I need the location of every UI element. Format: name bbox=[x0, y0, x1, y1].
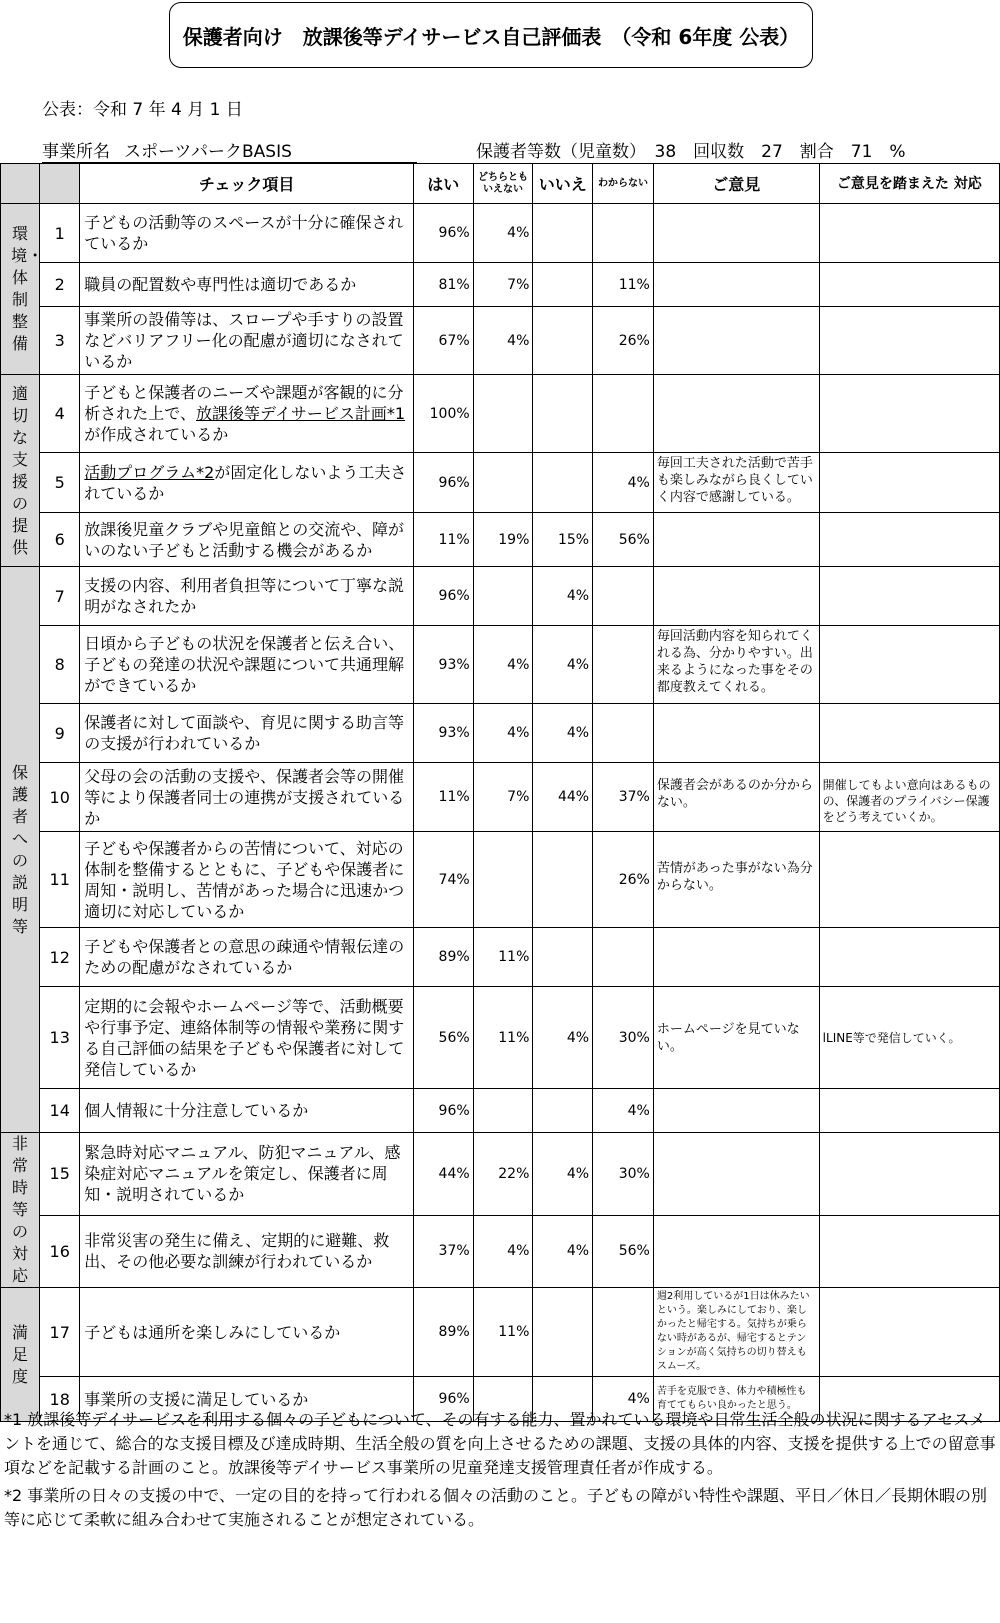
opinion-cell: ホームページを見ていない。 bbox=[653, 987, 819, 1089]
header-no: いいえ bbox=[533, 164, 593, 204]
yes-pct: 89% bbox=[413, 1288, 473, 1377]
yes-pct: 81% bbox=[413, 263, 473, 307]
header-yes: はい bbox=[413, 164, 473, 204]
yes-pct: 96% bbox=[413, 453, 473, 513]
yes-pct: 74% bbox=[413, 832, 473, 928]
response-cell bbox=[819, 204, 999, 263]
neither-pct bbox=[473, 375, 533, 453]
row-number: 3 bbox=[40, 307, 80, 375]
row-number: 17 bbox=[40, 1288, 80, 1377]
no-pct bbox=[533, 832, 593, 928]
header-opinion: ご意見 bbox=[653, 164, 819, 204]
yes-pct: 37% bbox=[413, 1215, 473, 1287]
check-item: 子どもは通所を楽しみにしているか bbox=[80, 1288, 414, 1377]
check-item: 非常災害の発生に備え、定期的に避難、救出、その他必要な訓練が行われているか bbox=[80, 1215, 414, 1287]
check-item: 放課後児童クラブや児童館との交流や、障がいのない子どもと活動する機会があるか bbox=[80, 513, 414, 567]
no-pct bbox=[533, 1288, 593, 1377]
neither-pct: 11% bbox=[473, 928, 533, 987]
opinion-cell bbox=[653, 1089, 819, 1133]
yes-pct: 11% bbox=[413, 513, 473, 567]
yes-pct: 56% bbox=[413, 987, 473, 1089]
no-pct: 4% bbox=[533, 704, 593, 763]
unknown-pct: 30% bbox=[593, 987, 654, 1089]
no-pct bbox=[533, 928, 593, 987]
no-pct bbox=[533, 1089, 593, 1133]
no-pct: 4% bbox=[533, 567, 593, 626]
page-title: 保護者向け 放課後等デイサービス自己評価表 （令和 6年度 公表） bbox=[169, 2, 813, 68]
check-item: 事業所の設備等は、スロープや手すりの設置などバリアフリー化の配慮が適切になされているか bbox=[80, 307, 414, 375]
response-cell bbox=[819, 1215, 999, 1287]
facility-name bbox=[42, 137, 417, 163]
neither-pct: 4% bbox=[473, 1215, 533, 1287]
unknown-pct bbox=[593, 375, 654, 453]
response-cell: lLINE等で発信していく。 bbox=[819, 987, 999, 1089]
response-cell bbox=[819, 513, 999, 567]
unknown-pct: 26% bbox=[593, 832, 654, 928]
header-neither: どちらとも いえない bbox=[473, 164, 533, 204]
row-number: 12 bbox=[40, 928, 80, 987]
unknown-pct bbox=[593, 1288, 654, 1377]
unknown-pct: 37% bbox=[593, 763, 654, 832]
opinion-cell bbox=[653, 704, 819, 763]
table-row bbox=[1, 987, 1000, 1089]
row-number: 7 bbox=[40, 567, 80, 626]
yes-pct: 44% bbox=[413, 1133, 473, 1216]
no-pct: 4% bbox=[533, 626, 593, 704]
unknown-pct: 56% bbox=[593, 513, 654, 567]
unknown-pct: 4% bbox=[593, 1377, 654, 1422]
opinion-cell bbox=[653, 928, 819, 987]
header-check-item: チェック項目 bbox=[80, 164, 414, 204]
unknown-pct bbox=[593, 567, 654, 626]
row-number: 1 bbox=[40, 204, 80, 263]
header-unknown: わからない bbox=[593, 164, 654, 204]
header-number bbox=[40, 164, 80, 204]
opinion-cell bbox=[653, 1133, 819, 1216]
table-row bbox=[1, 567, 1000, 626]
row-number: 10 bbox=[40, 763, 80, 832]
check-item: 子どもと保護者のニーズや課題が客観的に分析された上で、放課後等デイサービス計画*1が作成されているか bbox=[80, 375, 414, 453]
no-pct bbox=[533, 307, 593, 375]
table-row bbox=[1, 375, 1000, 453]
category-emergency: 非常時等の対応 bbox=[1, 1133, 40, 1288]
response-cell bbox=[819, 626, 999, 704]
no-pct bbox=[533, 263, 593, 307]
response-stats: 保護者等数（児童数） 38 回収数 27 割合 71 % bbox=[476, 142, 906, 162]
opinion-cell: 毎回活動内容を知られてくれる為、分かりやすい。出来るようになった事をその都度教えてくれる。 bbox=[653, 626, 819, 704]
row-number: 5 bbox=[40, 453, 80, 513]
yes-pct: 67% bbox=[413, 307, 473, 375]
check-item: 緊急時対応マニュアル、防犯マニュアル、感染症対応マニュアルを策定し、保護者に周知・説明されているか bbox=[80, 1133, 414, 1216]
row-number: 18 bbox=[40, 1377, 80, 1422]
response-cell: 開催してもよい意向はあるものの、保護者のプライバシー保護をどう考えていくか。 bbox=[819, 763, 999, 832]
category-support: 適切な支援の提供 bbox=[1, 375, 40, 567]
table-row bbox=[1, 263, 1000, 307]
response-cell bbox=[819, 453, 999, 513]
no-pct: 44% bbox=[533, 763, 593, 832]
response-cell bbox=[819, 567, 999, 626]
table-row bbox=[1, 832, 1000, 928]
opinion-cell: 保護者会があるのか分からない。 bbox=[653, 763, 819, 832]
response-cell bbox=[819, 375, 999, 453]
response-cell bbox=[819, 307, 999, 375]
opinion-cell: 苦情があった事がない為分からない。 bbox=[653, 832, 819, 928]
table-row bbox=[1, 453, 1000, 513]
check-item: 日頃から子どもの状況を保護者と伝え合い、子どもの発達の状況や課題について共通理解ができているか bbox=[80, 626, 414, 704]
yes-pct: 96% bbox=[413, 1089, 473, 1133]
response-cell bbox=[819, 1089, 999, 1133]
table-row bbox=[1, 513, 1000, 567]
opinion-cell bbox=[653, 513, 819, 567]
opinion-cell bbox=[653, 263, 819, 307]
row-number: 11 bbox=[40, 832, 80, 928]
neither-pct: 22% bbox=[473, 1133, 533, 1216]
program-link-text: 活動プログラム*2 bbox=[84, 462, 215, 482]
neither-pct: 11% bbox=[473, 1288, 533, 1377]
check-item: 保護者に対して面談や、育児に関する助言等の支援が行われているか bbox=[80, 704, 414, 763]
header-row bbox=[1, 164, 1000, 204]
no-pct bbox=[533, 375, 593, 453]
table-row bbox=[1, 1215, 1000, 1287]
row-number: 9 bbox=[40, 704, 80, 763]
neither-pct: 4% bbox=[473, 307, 533, 375]
neither-pct: 11% bbox=[473, 987, 533, 1089]
table-row bbox=[1, 626, 1000, 704]
response-cell bbox=[819, 1133, 999, 1216]
check-item: 子どもの活動等のスペースが十分に確保されているか bbox=[80, 204, 414, 263]
unknown-pct: 26% bbox=[593, 307, 654, 375]
unknown-pct: 56% bbox=[593, 1215, 654, 1287]
neither-pct: 4% bbox=[473, 626, 533, 704]
table-row bbox=[1, 204, 1000, 263]
opinion-cell bbox=[653, 567, 819, 626]
no-pct bbox=[533, 453, 593, 513]
neither-pct: 19% bbox=[473, 513, 533, 567]
neither-pct: 4% bbox=[473, 704, 533, 763]
neither-pct bbox=[473, 567, 533, 626]
unknown-pct: 4% bbox=[593, 1089, 654, 1133]
check-item: 定期的に会報やホームページ等で、活動概要や行事予定、連絡体制等の情報や業務に関する自己評価の結果を子どもや保護者に対して発信しているか bbox=[80, 987, 414, 1089]
header-response: ご意見を踏まえた 対応 bbox=[819, 164, 999, 204]
check-item: 子どもや保護者との意思の疎通や情報伝達のための配慮がなされているか bbox=[80, 928, 414, 987]
facility-value: スポーツパークBASIS bbox=[124, 142, 292, 162]
response-cell bbox=[819, 1288, 999, 1377]
publication-date: 公表：令和 7 年 4 月 1 日 bbox=[42, 100, 243, 120]
opinion-cell bbox=[653, 204, 819, 263]
table-row bbox=[1, 1089, 1000, 1133]
yes-pct: 89% bbox=[413, 928, 473, 987]
neither-pct bbox=[473, 1089, 533, 1133]
unknown-pct bbox=[593, 204, 654, 263]
no-pct: 4% bbox=[533, 1215, 593, 1287]
table-row bbox=[1, 704, 1000, 763]
facility-label: 事業所名 bbox=[42, 142, 110, 162]
plan-link-text: 放課後等デイサービス計画*1 bbox=[195, 404, 406, 423]
response-cell bbox=[819, 832, 999, 928]
yes-pct: 93% bbox=[413, 704, 473, 763]
response-cell bbox=[819, 263, 999, 307]
table-row bbox=[1, 1133, 1000, 1216]
yes-pct: 100% bbox=[413, 375, 473, 453]
row-number: 8 bbox=[40, 626, 80, 704]
no-pct bbox=[533, 204, 593, 263]
row-number: 4 bbox=[40, 375, 80, 453]
check-item: 活動プログラム*2が固定化しないよう工夫されているか bbox=[80, 453, 414, 513]
table-row bbox=[1, 1288, 1000, 1377]
table-row bbox=[1, 763, 1000, 832]
row-number: 2 bbox=[40, 263, 80, 307]
unknown-pct bbox=[593, 928, 654, 987]
row-number: 14 bbox=[40, 1089, 80, 1133]
opinion-cell bbox=[653, 375, 819, 453]
no-pct: 4% bbox=[533, 1133, 593, 1216]
yes-pct: 96% bbox=[413, 1377, 473, 1422]
yes-pct: 11% bbox=[413, 763, 473, 832]
check-item: 父母の会の活動の支援や、保護者会等の開催等により保護者同士の連携が支援されているか bbox=[80, 763, 414, 832]
table-row bbox=[1, 928, 1000, 987]
table-row bbox=[1, 307, 1000, 375]
unknown-pct: 30% bbox=[593, 1133, 654, 1216]
category-satisfaction: 満足度 bbox=[1, 1288, 40, 1422]
opinion-cell: 毎回工夫された活動で苦手も楽しみながら良くしていく内容で感謝している。 bbox=[653, 453, 819, 513]
footnotes bbox=[4, 1408, 996, 1536]
opinion-cell bbox=[653, 1215, 819, 1287]
header-category bbox=[1, 164, 40, 204]
unknown-pct bbox=[593, 704, 654, 763]
check-item: 事業所の支援に満足しているか bbox=[80, 1377, 414, 1422]
neither-pct: 4% bbox=[473, 204, 533, 263]
footnote-2: *2 事業所の日々の支援の中で、一定の目的を持って行われる個々の活動のこと。子どもの障がい特性や課題、平日／休日／長期休暇の別等に応じて柔軟に組み合わせて実施されることが想定されている。 bbox=[4, 1486, 987, 1529]
opinion-cell bbox=[653, 307, 819, 375]
neither-pct: 7% bbox=[473, 763, 533, 832]
row-number: 16 bbox=[40, 1215, 80, 1287]
footnote-1: *1 放課後等デイサービスを利用する個々の子どもについて、その有する能力、置かれている環境や日常生活全般の状況に関するアセスメントを通じて、総合的な支援目標及び達成時期、生活全般の質を向上させるための課題、支援の具体的内容、支援を提供する上での留意事項などを記載する計画のこと。放課後等デイサービス事業所の児童発達支援管理責任者が作成する。 bbox=[4, 1410, 996, 1477]
unknown-pct: 4% bbox=[593, 453, 654, 513]
yes-pct: 96% bbox=[413, 204, 473, 263]
unknown-pct bbox=[593, 626, 654, 704]
opinion-cell: 週2利用しているが1日は休みたいという。楽しみにしており、楽しかったと帰宅する。気持ちが乗らない時があるが、帰宅するとテンションが高く気持ちの切り替えもスムーズ。 bbox=[653, 1288, 819, 1377]
check-item: 個人情報に十分注意しているか bbox=[80, 1089, 414, 1133]
yes-pct: 93% bbox=[413, 626, 473, 704]
category-explanation: 保護者への説明等 bbox=[1, 567, 40, 1133]
row-number: 6 bbox=[40, 513, 80, 567]
evaluation-table bbox=[0, 163, 1000, 1422]
opinion-cell: 苦手を克服でき、体力や積極性も育ててもらい良かったと思う。 bbox=[653, 1377, 819, 1422]
response-cell bbox=[819, 704, 999, 763]
neither-pct: 7% bbox=[473, 263, 533, 307]
no-pct: 4% bbox=[533, 987, 593, 1089]
check-item: 支援の内容、利用者負担等について丁寧な説明がなされたか bbox=[80, 567, 414, 626]
response-cell bbox=[819, 928, 999, 987]
row-number: 13 bbox=[40, 987, 80, 1089]
yes-pct: 96% bbox=[413, 567, 473, 626]
category-environment: 環境・体制整備 bbox=[1, 204, 40, 375]
check-item: 職員の配置数や専門性は適切であるか bbox=[80, 263, 414, 307]
check-item: 子どもや保護者からの苦情について、対応の体制を整備するとともに、子どもや保護者に周知・説明し、苦情があった場合に迅速かつ適切に対応しているか bbox=[80, 832, 414, 928]
no-pct: 15% bbox=[533, 513, 593, 567]
row-number: 15 bbox=[40, 1133, 80, 1216]
neither-pct bbox=[473, 832, 533, 928]
unknown-pct: 11% bbox=[593, 263, 654, 307]
neither-pct bbox=[473, 453, 533, 513]
